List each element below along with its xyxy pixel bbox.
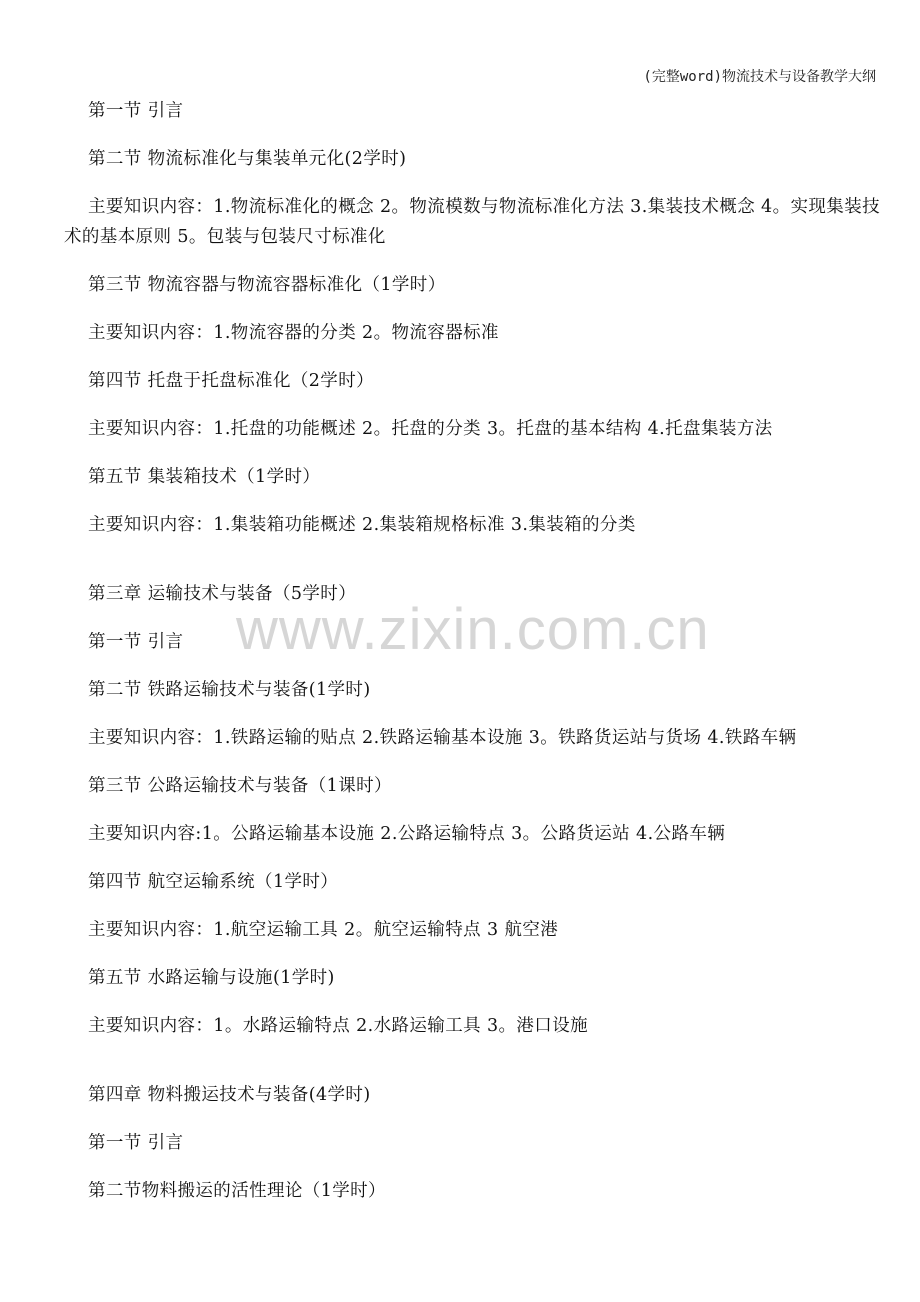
chapter-heading: 第三章 运输技术与装备（5学时）: [88, 584, 357, 604]
knowledge-content: 主要知识内容：1。水路运输特点 2.水路运输工具 3。港口设施: [88, 1016, 588, 1036]
section-heading: 第四节 托盘于托盘标准化（2学时）: [88, 371, 374, 391]
knowledge-content: 主要知识内容：1.集装箱功能概述 2.集装箱规格标准 3.集装箱的分类: [88, 515, 636, 535]
knowledge-content: 主要知识内容：1.铁路运输的贴点 2.铁路运输基本设施 3。铁路货运站与货场 4.铁路车辆: [88, 728, 797, 748]
section-heading: 第四节 航空运输系统（1学时）: [88, 872, 339, 892]
section-heading: 第五节 集装箱技术（1学时）: [88, 467, 321, 487]
section-heading: 第一节 引言: [88, 632, 184, 652]
section-heading: 第三节 公路运输技术与装备（1课时）: [88, 776, 392, 796]
section-heading: 第三节 物流容器与物流容器标准化（1学时）: [88, 275, 446, 295]
section-heading: 第二节物料搬运的活性理论（1学时）: [88, 1181, 386, 1201]
knowledge-content: 主要知识内容：1.物流标准化的概念 2。物流模数与物流标准化方法 3.集装技术概念 4。实现集装技术的基本原则 5。包装与包装尺寸标准化: [64, 197, 880, 247]
knowledge-content: 主要知识内容:1。公路运输基本设施 2.公路运输特点 3。公路货运站 4.公路车辆: [88, 824, 726, 844]
knowledge-content: 主要知识内容：1.托盘的功能概述 2。托盘的分类 3。托盘的基本结构 4.托盘集装方法: [88, 419, 773, 439]
chapter-heading: 第四章 物料搬运技术与装备(4学时): [88, 1085, 371, 1105]
section-heading: 第一节 引言: [88, 1133, 184, 1153]
section-heading: 第二节 物流标准化与集装单元化(2学时): [88, 149, 407, 169]
section-heading: 第一节 引言: [88, 101, 184, 121]
section-heading: 第二节 铁路运输技术与装备(1学时): [88, 680, 371, 700]
knowledge-content: 主要知识内容：1.物流容器的分类 2。物流容器标准: [88, 323, 499, 343]
watermark-text: www.zixin.com.cn: [236, 597, 710, 662]
document-header: (完整word)物流技术与设备教学大纲: [643, 69, 876, 85]
knowledge-content: 主要知识内容：1.航空运输工具 2。航空运输特点 3 航空港: [88, 920, 559, 940]
section-heading: 第五节 水路运输与设施(1学时): [88, 968, 335, 988]
document-body: [64, 96, 880, 1224]
